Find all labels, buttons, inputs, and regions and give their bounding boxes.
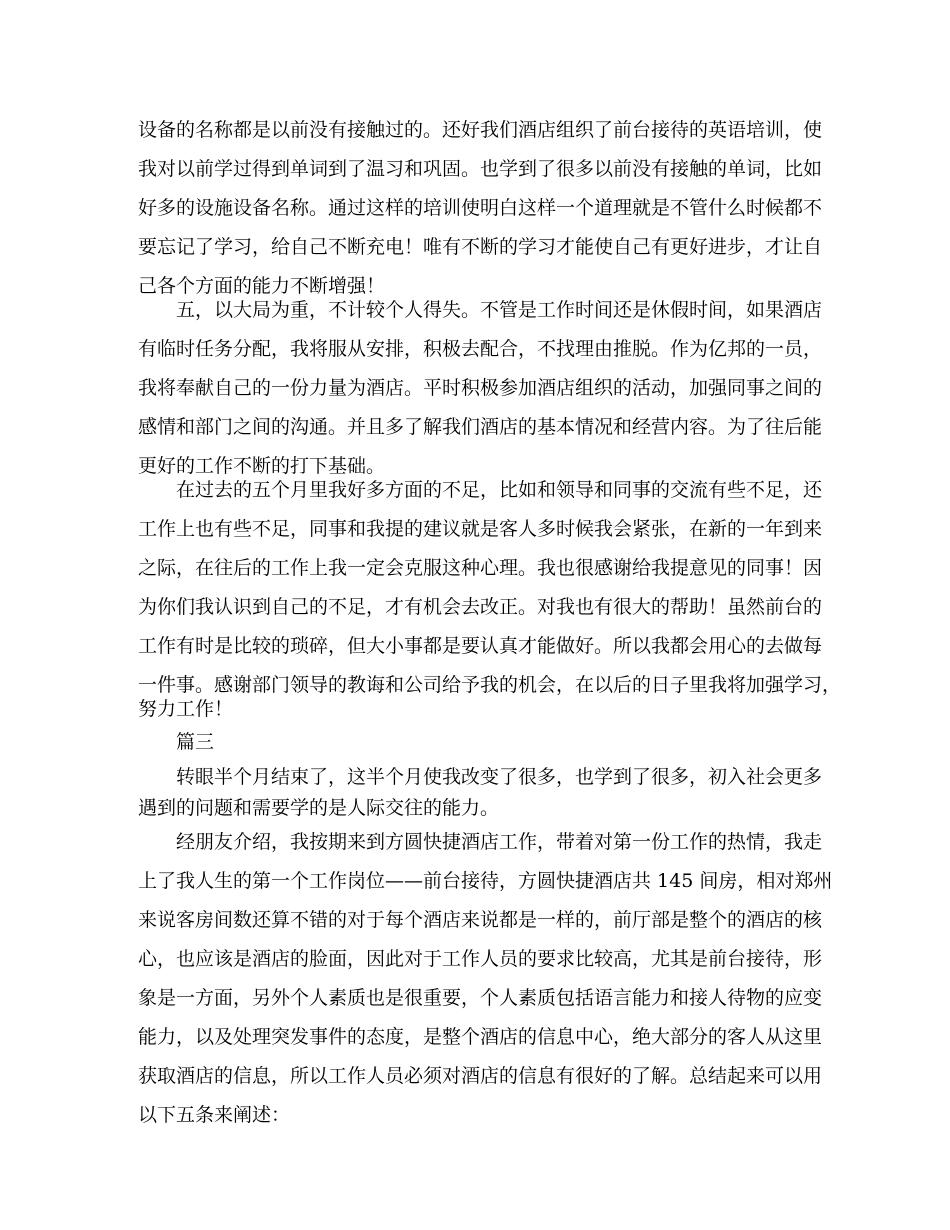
text-line: 感情和部门之间的沟通。并且多了解我们酒店的基本情况和经营内容。为了往后能 <box>138 416 823 438</box>
text-line: 工作上也有些不足，同事和我提的建议就是客人多时候我会紧张，在新的一年到来 <box>138 518 823 540</box>
text-line: 更好的工作不断的打下基础。 <box>138 455 386 477</box>
text-line: 心，也应该是酒店的脸面，因此对于工作人员的要求比较高，尤其是前台接待，形 <box>138 948 823 970</box>
text-line: 来说客房间数还算不错的对于每个酒店来说都是一样的，前厅部是整个的酒店的核 <box>138 909 823 931</box>
text-line: 好多的设施设备名称。通过这样的培训使明白这样一个道理就是不管什么时候都不 <box>138 197 823 219</box>
section-heading: 篇三 <box>176 731 215 753</box>
text-line: 工作有时是比较的琐碎，但大小事都是要认真才能做好。所以我都会用心的去做每 <box>138 635 823 657</box>
text-line: 己各个方面的能力不断增强！ <box>138 275 386 297</box>
paragraph-start-line: 在过去的五个月里我好多方面的不足，比如和领导和同事的交流有些不足，还 <box>176 479 823 501</box>
text-line: 遇到的问题和需要学的是人际交往的能力。 <box>138 797 500 819</box>
text-line: 设备的名称都是以前没有接触过的。还好我们酒店组织了前台接待的英语培训，使 <box>138 119 823 141</box>
text-line: 能力，以及处理突发事件的态度，是整个酒店的信息中心，绝大部分的客人从这里 <box>138 1026 823 1048</box>
paragraph-start-line: 五，以大局为重，不计较个人得失。不管是工作时间还是休假时间，如果酒店 <box>176 299 823 321</box>
text-line: 象是一方面，另外个人素质也是很重要，个人素质包括语言能力和接人待物的应变 <box>138 987 823 1009</box>
paragraph-start-line: 转眼半个月结束了，这半个月使我改变了很多，也学到了很多，初入社会更多 <box>176 766 823 788</box>
text-line: 我将奉献自己的一份力量为酒店。平时积极参加酒店组织的活动，加强同事之间的 <box>138 377 823 399</box>
text-line: 我对以前学过得到单词到了温习和巩固。也学到了很多以前没有接触的单词，比如 <box>138 158 823 180</box>
text-line: 以下五条来阐述： <box>138 1104 291 1126</box>
text-line: 努力工作！ <box>138 698 234 720</box>
text-line: 上了我人生的第一个工作岗位——前台接待，方圆快捷酒店共 145 间房，相对郑州 <box>138 870 833 892</box>
text-line: 获取酒店的信息，所以工作人员必须对酒店的信息有很好的了解。总结起来可以用 <box>138 1065 823 1087</box>
paragraph-start-line: 经朋友介绍，我按期来到方圆快捷酒店工作，带着对第一份工作的热情，我走 <box>176 831 823 853</box>
text-line: 要忘记了学习，给自己不断充电！唯有不断的学习才能使自己有更好进步，才让自 <box>138 236 823 258</box>
text-line: 一件事。感谢部门领导的教诲和公司给予我的机会，在以后的日子里我将加强学习， <box>138 674 842 696</box>
text-line: 为你们我认识到自己的不足，才有机会去改正。对我也有很大的帮助！虽然前台的 <box>138 596 823 618</box>
text-line: 之际，在往后的工作上我一定会克服这种心理。我也很感谢给我提意见的同事！因 <box>138 557 823 579</box>
text-line: 有临时任务分配，我将服从安排，积极去配合，不找理由推脱。作为亿邦的一员， <box>138 338 823 360</box>
